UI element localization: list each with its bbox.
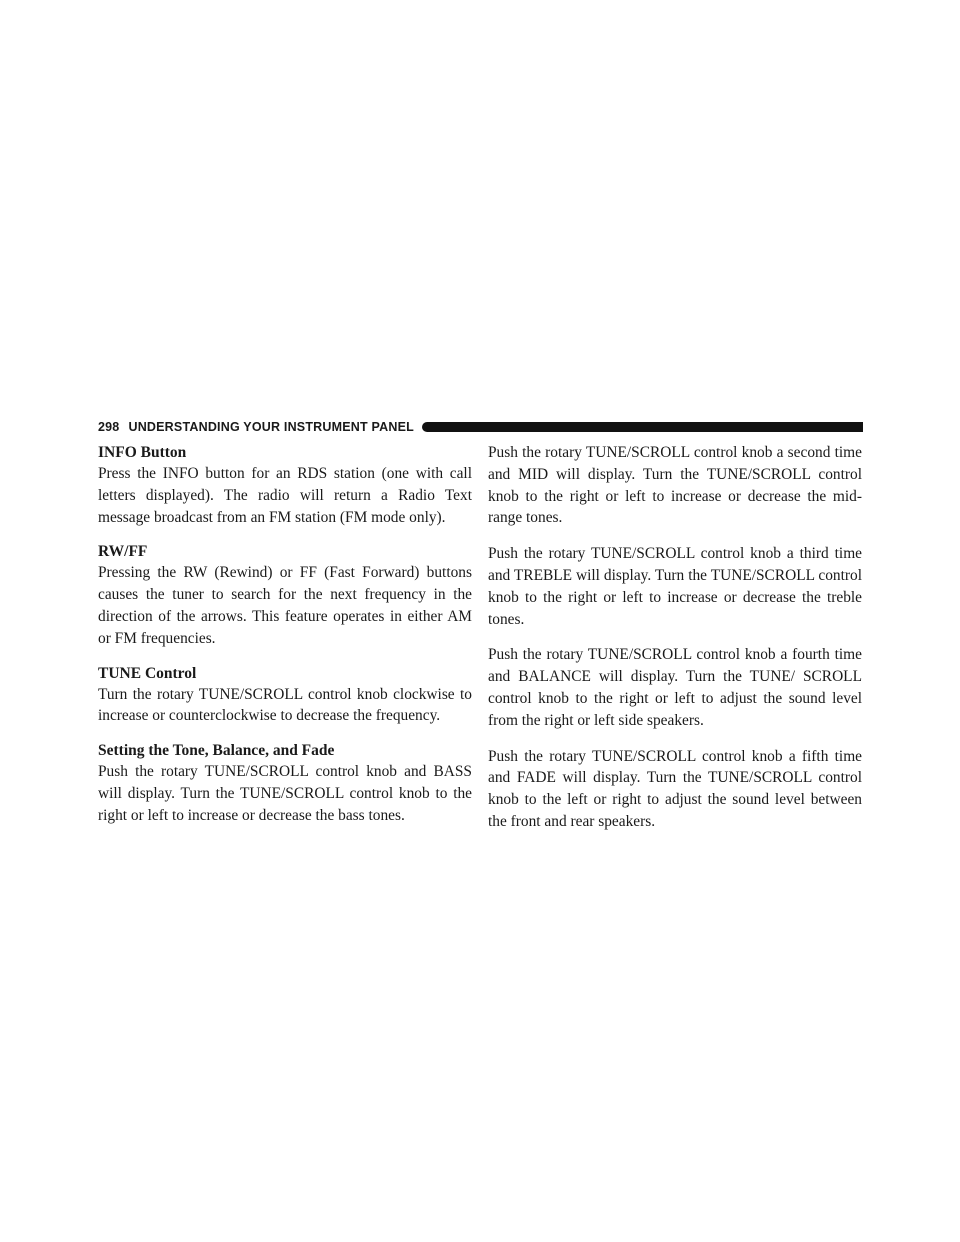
paragraph-mid: Push the rotary TUNE/SCROLL control knob a second time and MID will display. Turn the TUNE/SCROLL control knob to the right or left to increase or decrease the mid-range tones. bbox=[488, 444, 862, 527]
heading-rw-ff: RW/FF bbox=[98, 543, 148, 561]
paragraph-fade: Push the rotary TUNE/SCROLL control knob a fifth time and FADE will display. Turn the TUNE/SCROLL control knob to the left or right to adjust the sound level between the front and rear speakers. bbox=[488, 747, 862, 830]
page-header bbox=[98, 420, 863, 434]
heading-tone-balance-fade: Setting the Tone, Balance, and Fade bbox=[98, 742, 335, 760]
page-number: 298 bbox=[98, 420, 120, 434]
paragraph-tune-control: Turn the rotary TUNE/SCROLL control knob clockwise to increase or counterclockwise to decrease the frequency. bbox=[98, 685, 472, 725]
paragraph-info-button: Press the INFO button for an RDS station (one with call letters displayed). The radio will return a Radio Text message broadcast from an FM station (FM mode only). bbox=[98, 465, 472, 526]
left-column bbox=[98, 442, 472, 840]
header-rule bbox=[422, 422, 863, 432]
paragraph-tone-balance-fade: Push the rotary TUNE/SCROLL control knob and BASS will display. Turn the TUNE/SCROLL control knob to the right or left to increase or decrease the bass tones. bbox=[98, 763, 472, 824]
heading-info-button: INFO Button bbox=[98, 444, 187, 461]
section-title: UNDERSTANDING YOUR INSTRUMENT PANEL bbox=[128, 420, 414, 434]
paragraph-balance: Push the rotary TUNE/SCROLL control knob a fourth time and BALANCE will display. Turn the TUNE/ SCROLL control knob to the right or left to adjust the sound level from the right or left side speakers. bbox=[488, 646, 862, 729]
paragraph-rw-ff: Pressing the RW (Rewind) or FF (Fast Forward) buttons causes the tuner to search for the next frequency in the direction of the arrows. This feature operates in either AM or FM frequencies. bbox=[98, 564, 472, 647]
paragraph-treble: Push the rotary TUNE/SCROLL control knob a third time and TREBLE will display. Turn the TUNE/SCROLL control knob to the right or left to increase or decrease the treble tones. bbox=[488, 545, 862, 628]
heading-tune-control: TUNE Control bbox=[98, 664, 197, 682]
right-column bbox=[488, 442, 862, 847]
